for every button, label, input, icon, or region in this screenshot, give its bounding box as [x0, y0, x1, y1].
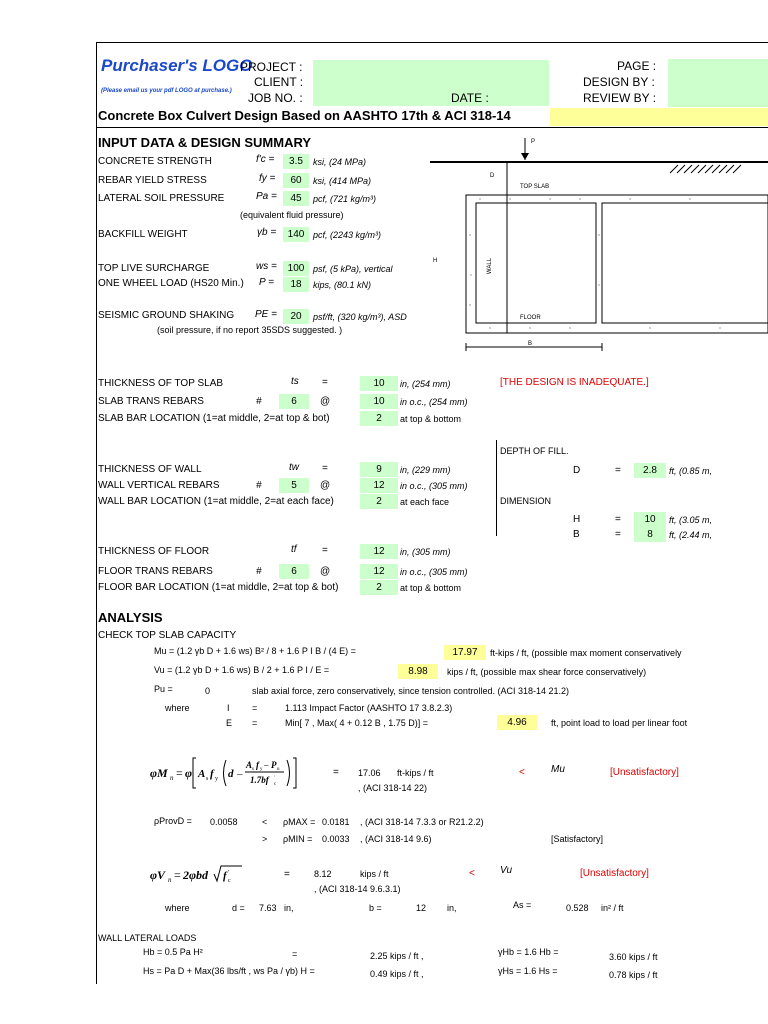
svg-text:': ': [228, 870, 230, 876]
wall-rebar-spacing[interactable]: 12: [360, 478, 398, 493]
diagram-label-wall: WALL: [487, 257, 494, 275]
seismic-value[interactable]: 20: [283, 309, 309, 324]
h-value[interactable]: 10: [634, 512, 666, 527]
wall-thk-label: THICKNESS OF WALL: [98, 464, 202, 475]
diagram-label-d: D: [490, 173, 495, 179]
hb-value: 2.25 kips / ft ,: [370, 951, 424, 961]
svg-text:–: –: [264, 760, 269, 770]
svg-text:y: y: [215, 776, 218, 782]
wheel-load-value[interactable]: 18: [283, 277, 309, 292]
wall-rebar-hash: #: [256, 480, 262, 491]
b-sym: B: [573, 529, 580, 540]
svg-text:=: =: [174, 868, 181, 882]
depth-fill-label: DEPTH OF FILL.: [500, 446, 569, 456]
wall-thk-value[interactable]: 9: [360, 462, 398, 477]
concrete-strength-value[interactable]: 3.5: [283, 154, 309, 169]
phi-mn-unit: ft-kips / ft: [397, 768, 434, 778]
dimension-divider: [496, 440, 497, 536]
title-underline: [96, 127, 768, 128]
backfill-label: BACKFILL WEIGHT: [98, 229, 188, 240]
as-label: As =: [513, 900, 532, 910]
pu-label: Pu =: [154, 684, 173, 694]
vu-unit: kips / ft, (possible max shear force conservatively): [447, 667, 647, 677]
vu-value: 8.98: [398, 664, 438, 679]
svg-text:f: f: [223, 870, 227, 882]
svg-text:–: –: [237, 768, 243, 780]
hb-factored-label: γHb = 1.6 Hb =: [498, 947, 559, 957]
where-label: where: [165, 703, 190, 713]
svg-text:f: f: [256, 760, 259, 770]
svg-text:s: s: [206, 776, 209, 782]
svg-text:': ': [274, 776, 275, 781]
phi-mn-lt: <: [519, 767, 525, 778]
floor-thk-value[interactable]: 12: [360, 544, 398, 559]
shear-unsatisfactory: [Unsatisfactory]: [580, 868, 649, 879]
page-label: PAGE :: [617, 59, 657, 73]
rebar-yield-label: REBAR YIELD STRESS: [98, 175, 207, 186]
lateral-soil-unit: pcf, (721 kg/m³): [313, 194, 377, 204]
mu-value: 17.97: [444, 645, 486, 660]
wheel-load-label: ONE WHEEL LOAD (HS20 Min.): [98, 278, 244, 289]
rho-min-value: 0.0033: [322, 834, 350, 844]
svg-text:f: f: [210, 768, 214, 780]
d-eff-value: 7.63: [259, 903, 277, 913]
svg-text:y: y: [260, 767, 263, 772]
inadequate-message: [THE DESIGN IS INADEQUATE.]: [500, 377, 649, 388]
svg-text:P: P: [271, 760, 277, 770]
rho-prov-label: ρProvD =: [154, 816, 192, 826]
seismic-note: (soil pressure, if no report 35SDS suggested. ): [157, 325, 343, 335]
rho-min-ref: , (ACI 318-14 9.6): [360, 834, 432, 844]
rho-prov-value: 0.0058: [210, 817, 238, 827]
top-border: [96, 42, 768, 43]
phi-mn-ref: , (ACI 318-14 22): [358, 783, 428, 793]
date-label: DATE :: [451, 91, 489, 105]
slab-loc-unit: at top & bottom: [400, 414, 462, 424]
wheel-load-sym: P =: [259, 277, 274, 288]
slab-loc-label: SLAB BAR LOCATION (1=at middle, 2=at top & bot): [98, 413, 330, 424]
phi-mn-eq: =: [333, 767, 339, 778]
seismic-sym: PE =: [255, 309, 277, 320]
d-value[interactable]: 2.8: [634, 463, 666, 478]
concrete-strength-unit: ksi, (24 MPa): [313, 157, 367, 167]
where-label-2: where: [165, 903, 190, 913]
floor-thk-unit: in, (305 mm): [400, 547, 451, 557]
svg-text:u: u: [277, 767, 280, 772]
wheel-load-unit: kips, (80.1 kN): [313, 280, 372, 290]
hs-factored-label: γHs = 1.6 Hs =: [498, 966, 558, 976]
svg-text:s: s: [252, 767, 254, 772]
svg-text:n: n: [168, 876, 172, 884]
floor-rebar-at: @: [320, 566, 331, 577]
slab-thk-unit: in, (254 mm): [400, 379, 451, 389]
rebar-yield-sym: fy =: [259, 173, 276, 184]
e-value: 4.96: [497, 715, 537, 730]
wall-rebar-size[interactable]: 5: [279, 478, 309, 493]
i-value: 1.113 Impact Factor (AASHTO 17 3.8.2.3): [285, 703, 453, 713]
floor-thk-eq: =: [322, 545, 328, 556]
seismic-unit: psf/ft, (320 kg/m³), ASD: [313, 312, 407, 322]
top-surcharge-unit: psf, (5 kPa), vertical: [313, 264, 393, 274]
check-top-slab: CHECK TOP SLAB CAPACITY: [98, 630, 237, 641]
slab-thk-sym: ts: [291, 376, 299, 387]
e-expr: Min[ 7 , Max( 4 + 0.12 B , 1.75 D)] =: [285, 718, 429, 728]
lateral-soil-sym: Pa =: [256, 191, 277, 202]
slab-thk-eq: =: [322, 377, 328, 388]
vu-equation: Vu = (1.2 γb D + 1.6 ws) B / 2 + 1.6 P I / E =: [154, 665, 330, 675]
svg-text:1.7bf: 1.7bf: [250, 775, 269, 785]
phi-vn-eq: =: [284, 869, 290, 880]
svg-text:φM: φM: [150, 766, 168, 780]
rho-satisfactory: [Satisfactory]: [551, 834, 604, 844]
b-width-value: 12: [416, 903, 427, 913]
slab-rebar-at: @: [320, 396, 331, 407]
hb-equation: Hb = 0.5 Pa H²: [143, 947, 203, 957]
analysis-heading: ANALYSIS: [98, 610, 163, 625]
b-eq: =: [615, 529, 621, 540]
as-unit: in² / ft: [601, 903, 624, 913]
rho-lt: <: [262, 817, 268, 827]
mu-unit: ft-kips / ft, (possible max moment conservatively: [490, 648, 682, 658]
pu-note: slab axial force, zero conservatively, since tension controlled. (ACI 318-14 21.2): [252, 686, 569, 696]
floor-rebar-size[interactable]: 6: [279, 564, 309, 579]
i-sym: I: [227, 703, 230, 713]
diagram-label-p: P: [531, 139, 536, 145]
reviewby-label: REVIEW BY :: [583, 91, 657, 105]
i-eq: =: [252, 703, 258, 713]
wall-loc-label: WALL BAR LOCATION (1=at middle, 2=at each face): [98, 496, 334, 507]
project-label: PROJECT :: [240, 60, 303, 74]
floor-rebar-label: FLOOR TRANS REBARS: [98, 566, 213, 577]
rho-gt: >: [262, 834, 268, 844]
designby-label: DESIGN BY :: [583, 75, 655, 89]
svg-text:n: n: [170, 774, 174, 782]
svg-text:=: =: [176, 766, 183, 780]
as-value: 0.528: [566, 903, 589, 913]
culvert-diagram: [430, 135, 768, 360]
top-surcharge-sym: ws =: [256, 261, 277, 272]
wall-rebar-label: WALL VERTICAL REBARS: [98, 480, 220, 491]
phi-vn-formula: [150, 862, 250, 886]
d-unit: ft, (0.85 m,: [669, 466, 713, 476]
floor-loc-label: FLOOR BAR LOCATION (1=at middle, 2=at top & bot): [98, 582, 339, 593]
slab-rebar-unit: in o.c., (254 mm): [400, 397, 468, 407]
b-value[interactable]: 8: [634, 527, 666, 542]
d-eq: =: [615, 465, 621, 476]
pu-value: 0: [205, 686, 211, 696]
b-width-label: b =: [369, 903, 382, 913]
e-eq: =: [252, 718, 258, 728]
svg-text:c: c: [274, 782, 277, 787]
diagram-label-top-slab: TOP SLAB: [520, 184, 550, 190]
diagram-label-floor: FLOOR: [520, 315, 541, 321]
logo-note: (Please email us your pdf LOGO at purchase.): [101, 88, 232, 94]
b-unit: ft, (2.44 m,: [669, 530, 713, 540]
e-unit: ft, point load to load per linear foot: [551, 718, 688, 728]
mu-equation: Mu = (1.2 γb D + 1.6 ws) B² / 8 + 1.6 P I B / (4 E) =: [154, 646, 356, 656]
d-eff-label: d =: [232, 903, 245, 913]
floor-loc-value[interactable]: 2: [360, 580, 398, 595]
svg-text:d: d: [228, 768, 234, 780]
b-width-unit: in,: [447, 903, 457, 913]
h-eq: =: [615, 514, 621, 525]
phi-vn-ref: , (ACI 318-14 9.6.3.1): [314, 884, 401, 894]
rho-max-label: ρMAX =: [283, 817, 316, 827]
floor-rebar-hash: #: [256, 566, 262, 577]
top-surcharge-value[interactable]: 100: [283, 261, 309, 276]
dimension-label: DIMENSION: [500, 496, 552, 506]
svg-text:φ: φ: [185, 766, 193, 780]
wall-thk-unit: in, (229 mm): [400, 465, 451, 475]
phi-vn-lt: <: [469, 868, 475, 879]
seismic-label: SEISMIC GROUND SHAKING: [98, 310, 235, 321]
slab-thk-value[interactable]: 10: [360, 376, 398, 391]
vu-symbol: Vu: [500, 865, 513, 876]
hb-eq: =: [292, 949, 298, 959]
phi-mn-value: 17.06: [358, 768, 381, 778]
wall-loc-value[interactable]: 2: [360, 494, 398, 509]
svg-text:A: A: [246, 760, 253, 770]
lateral-soil-label: LATERAL SOIL PRESSURE: [98, 193, 225, 204]
svg-text:2φbd: 2φbd: [183, 868, 209, 882]
wall-rebar-unit: in o.c., (305 mm): [400, 481, 468, 491]
lateral-note: (equivalent fluid pressure): [240, 210, 344, 220]
backfill-unit: pcf, (2243 kg/m³): [313, 230, 382, 240]
svg-text:A: A: [198, 768, 206, 780]
purchaser-logo: Purchaser's LOGO: [101, 56, 253, 75]
doc-title: Concrete Box Culvert Design Based on AASHTO 17th & ACI 318-14: [98, 108, 511, 123]
floor-loc-unit: at top & bottom: [400, 583, 462, 593]
slab-rebar-hash: #: [256, 396, 262, 407]
slab-rebar-label: SLAB TRANS REBARS: [98, 396, 204, 407]
moment-unsatisfactory: [Unsatisfactory]: [610, 767, 679, 778]
wall-thk-sym: tw: [289, 462, 299, 473]
top-surcharge-label: TOP LIVE SURCHARGE: [98, 263, 210, 274]
phi-vn-unit: kips / ft: [360, 869, 389, 879]
concrete-strength-sym: f'c =: [256, 154, 275, 165]
hs-value: 0.49 kips / ft ,: [370, 969, 424, 979]
concrete-strength-label: CONCRETE STRENGTH: [98, 156, 212, 167]
hb-factored-value: 3.60 kips / ft: [609, 952, 658, 962]
title-bar: [550, 108, 768, 126]
slab-thk-label: THICKNESS OF TOP SLAB: [98, 378, 224, 389]
floor-rebar-unit: in o.c., (305 mm): [400, 567, 468, 577]
wall-loc-unit: at each face: [400, 497, 450, 507]
floor-thk-sym: tf: [291, 544, 297, 555]
slab-rebar-size[interactable]: 6: [279, 394, 309, 409]
left-border: [96, 42, 97, 984]
wall-rebar-at: @: [320, 480, 331, 491]
backfill-sym: γb =: [257, 227, 277, 238]
svg-text:c: c: [228, 878, 231, 884]
mu-symbol: Mu: [551, 764, 565, 775]
phi-mn-formula: [150, 752, 325, 792]
jobno-label: JOB NO. :: [248, 91, 303, 105]
h-unit: ft, (3.05 m,: [669, 515, 713, 525]
slab-loc-value[interactable]: 2: [360, 411, 398, 426]
project-field[interactable]: [313, 60, 549, 106]
rho-min-label: ρMIN =: [283, 834, 313, 844]
e-sym: E: [226, 718, 233, 728]
rebar-yield-unit: ksi, (414 MPa): [313, 176, 372, 186]
h-sym: H: [573, 514, 581, 525]
diagram-label-h: H: [433, 258, 438, 264]
client-label: CLIENT :: [254, 75, 304, 89]
wall-thk-eq: =: [322, 463, 328, 474]
svg-text:φV: φV: [150, 868, 166, 882]
slab-rebar-spacing[interactable]: 10: [360, 394, 398, 409]
hs-factored-value: 0.78 kips / ft: [609, 970, 658, 980]
input-heading: INPUT DATA & DESIGN SUMMARY: [98, 135, 312, 150]
diagram-label-b: B: [528, 341, 533, 347]
hs-equation: Hs = Pa D + Max(36 lbs/ft , ws Pa / γb) H =: [143, 966, 315, 976]
floor-thk-label: THICKNESS OF FLOOR: [98, 546, 210, 557]
page-field[interactable]: [668, 59, 768, 107]
wall-lateral-heading: WALL LATERAL LOADS: [98, 933, 197, 943]
rho-max-value: 0.0181: [322, 817, 350, 827]
backfill-value[interactable]: 140: [283, 227, 309, 242]
rho-max-ref: , (ACI 318-14 7.3.3 or R21.2.2): [360, 817, 484, 827]
lateral-soil-value[interactable]: 45: [283, 191, 309, 206]
floor-rebar-spacing[interactable]: 12: [360, 564, 398, 579]
d-eff-unit: in,: [284, 903, 294, 913]
phi-vn-value: 8.12: [314, 869, 332, 879]
rebar-yield-value[interactable]: 60: [283, 173, 309, 188]
d-sym: D: [573, 465, 581, 476]
